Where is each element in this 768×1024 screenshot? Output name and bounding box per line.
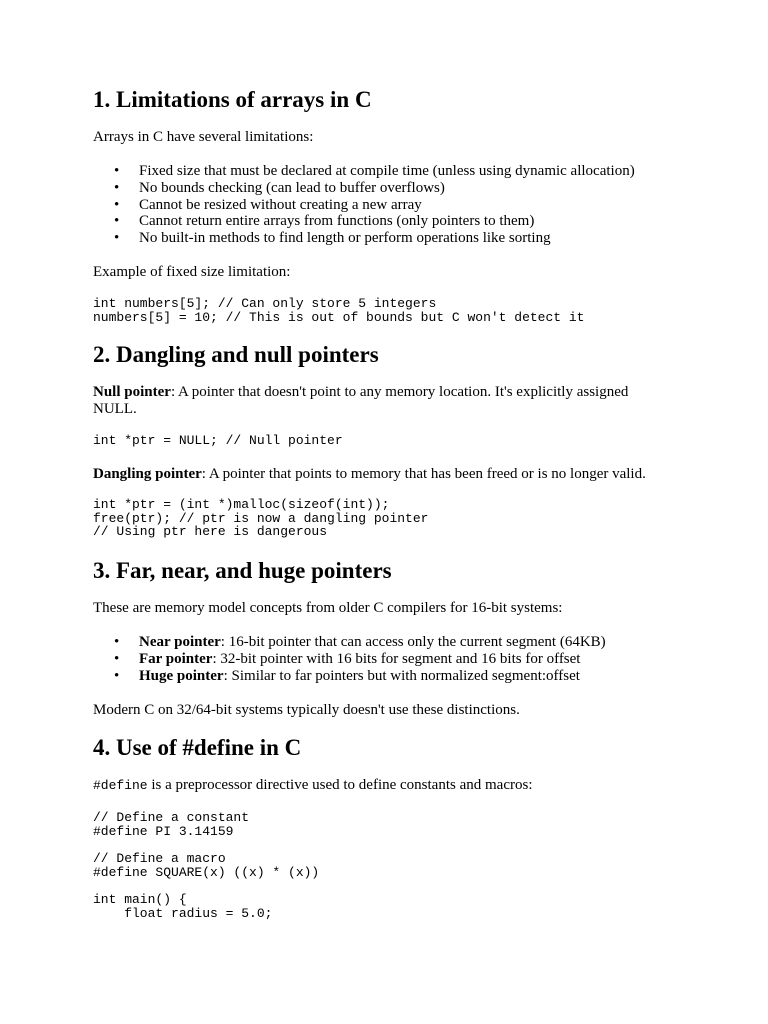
list-item: • No built-in methods to find length or perform operations like sorting	[114, 230, 551, 246]
section-3-outro: Modern C on 32/64-bit systems typically doesn't use these distinctions.	[93, 702, 520, 718]
bullet-icon: •	[114, 650, 120, 667]
bullet-icon: •	[114, 163, 120, 179]
section-1-code-block: int numbers[5]; // Can only store 5 integers numbers[5] = 10; // This is out of bounds but C won't detect it	[93, 296, 585, 325]
section-1-intro: Arrays in C have several limitations:	[93, 129, 314, 145]
list-item: • Far pointer: 32-bit pointer with 16 bits for segment and 16 bits for offset	[114, 650, 581, 667]
null-pointer-term: Null pointer	[93, 384, 171, 400]
section-1-heading: 1. Limitations of arrays in C	[93, 87, 372, 112]
list-item: • Fixed size that must be declared at compile time (unless using dynamic allocation)	[114, 163, 635, 179]
define-inline-code: #define	[93, 778, 148, 793]
null-pointer-desc: : A pointer that doesn't point to any memory location. It's explicitly assigned NULL.	[93, 384, 629, 417]
null-pointer-code: int *ptr = NULL; // Null pointer	[93, 433, 343, 448]
bullet-icon: •	[114, 634, 120, 650]
bullet-icon: •	[114, 213, 120, 230]
bullet-icon: •	[114, 667, 120, 684]
list-item: • Cannot return entire arrays from functions (only pointers to them)	[114, 213, 535, 230]
section-4-intro	[93, 777, 673, 794]
dangling-pointer-desc: : A pointer that points to memory that has been freed or is no longer valid.	[201, 466, 646, 482]
dangling-pointer-paragraph	[93, 466, 713, 483]
dangling-pointer-term: Dangling pointer	[93, 466, 202, 482]
section-1-bullet-list	[93, 163, 713, 247]
section-2-heading: 2. Dangling and null pointers	[93, 342, 379, 367]
section-3-heading: 3. Far, near, and huge pointers	[93, 558, 392, 583]
bullet-icon: •	[114, 230, 120, 246]
list-item: • Near pointer: 16-bit pointer that can access only the current segment (64KB)	[114, 634, 606, 650]
list-item: • Cannot be resized without creating a new array	[114, 196, 422, 213]
section-4-intro-text: is a preprocessor directive used to define constants and macros:	[147, 777, 533, 793]
section-1-example-label: Example of fixed size limitation:	[93, 264, 291, 280]
list-item: • Huge pointer: Similar to far pointers but with normalized segment:offset	[114, 667, 580, 684]
section-4-heading: 4. Use of #define in C	[93, 735, 302, 760]
null-pointer-paragraph	[93, 384, 673, 418]
section-4-code-block: // Define a constant #define PI 3.14159 // Define a macro #define SQUARE(x) ((x) * (x)) int main() { float radius = 5.0;	[93, 810, 320, 921]
bullet-icon: •	[114, 179, 120, 196]
section-3-intro: These are memory model concepts from older C compilers for 16-bit systems:	[93, 600, 563, 616]
bullet-icon: •	[114, 196, 120, 213]
list-item: • No bounds checking (can lead to buffer overflows)	[114, 179, 445, 196]
dangling-pointer-code: int *ptr = (int *)malloc(sizeof(int)); free(ptr); // ptr is now a dangling pointer // Using ptr here is dangerous	[93, 497, 429, 540]
section-3-bullet-list	[93, 634, 713, 684]
